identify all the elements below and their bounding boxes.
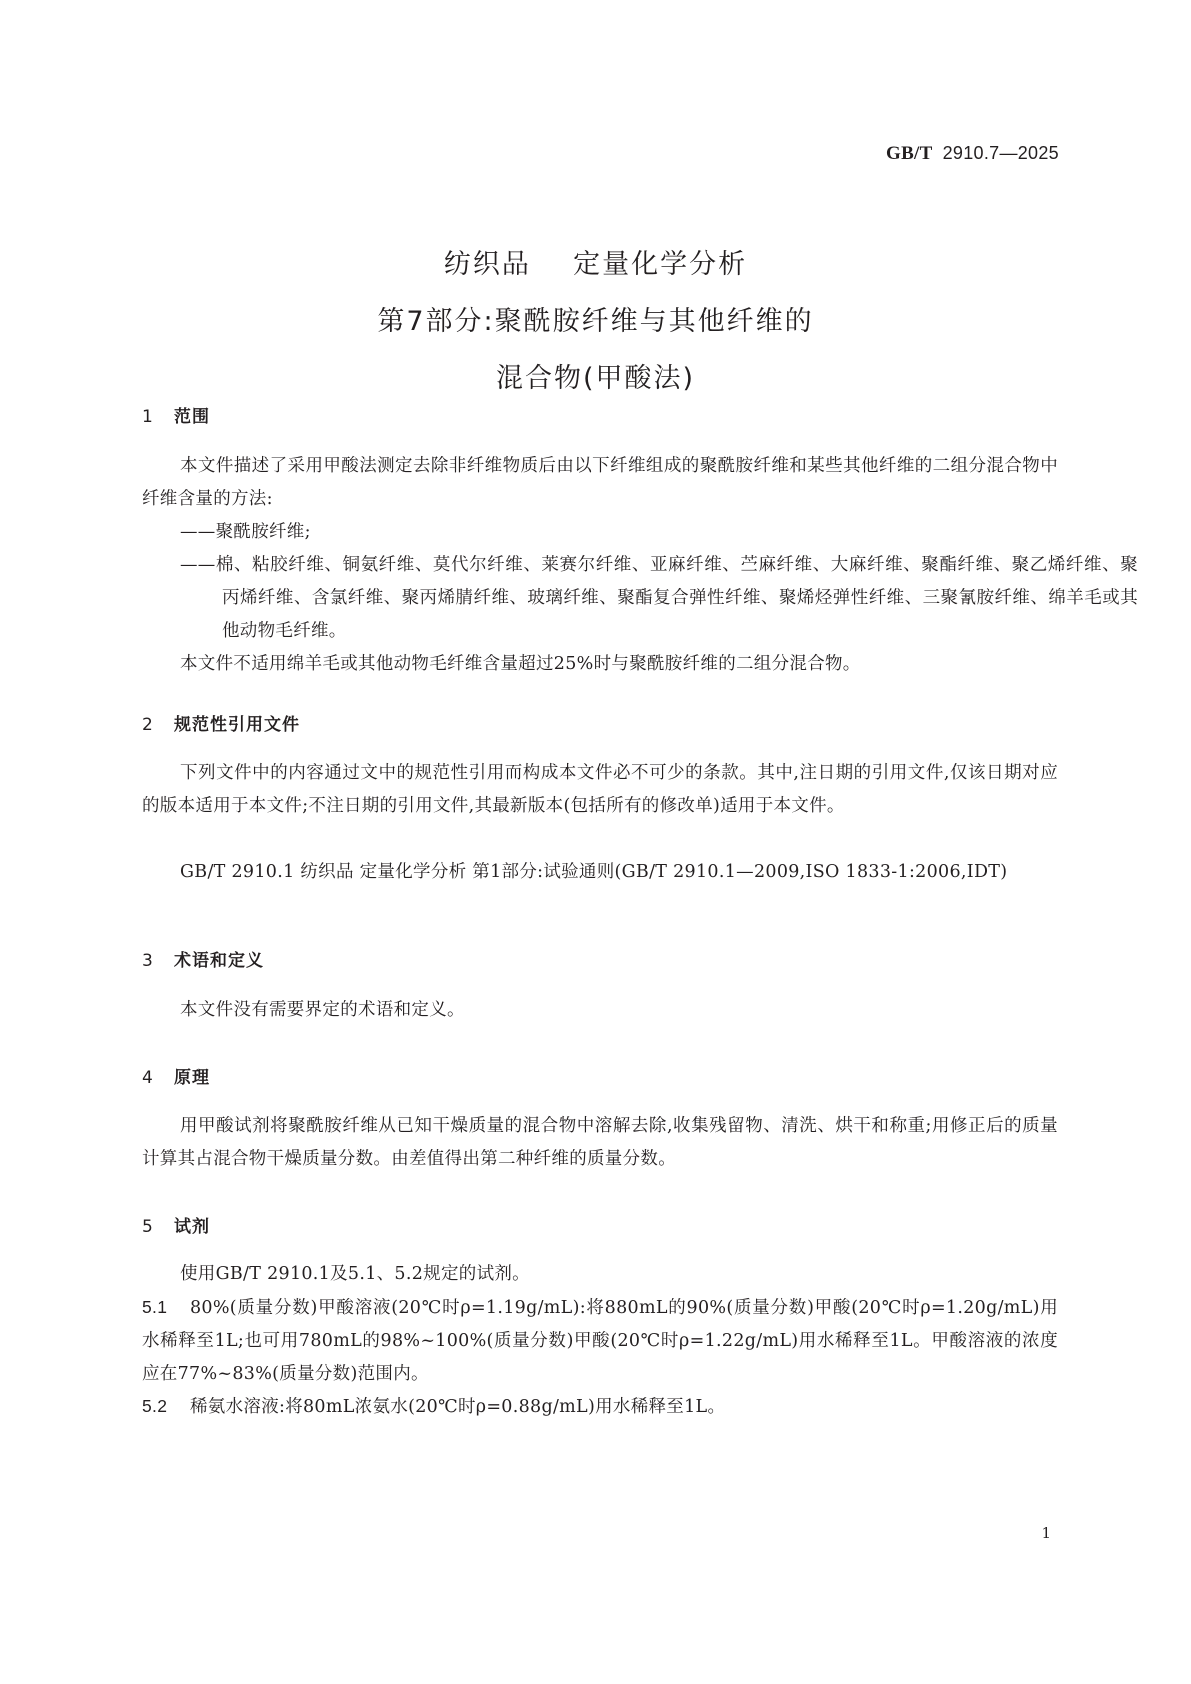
clause-5-2 — [142, 1390, 1058, 1424]
clause-text: 稀氨水溶液:将80mL浓氨水(20℃时ρ=0.88g/mL)用水稀释至1L。 — [190, 1397, 726, 1417]
standard-prefix: GB/T — [885, 143, 933, 164]
standard-code: 2910.7—2025 — [942, 143, 1059, 163]
clause-number: 5.1 — [142, 1297, 168, 1317]
section-number: 3 — [142, 951, 154, 971]
title-line-1: 纺织品 定量化学分析 — [443, 249, 748, 280]
document-title — [0, 236, 1191, 407]
page-number: 1 — [1041, 1524, 1051, 1542]
reference-entry: GB/T 2910.1 纺织品 定量化学分析 第1部分:试验通则(GB/T 2910.1—2009,ISO 1833-1:2006,IDT) — [180, 862, 1008, 882]
section-title: 原理 — [174, 1068, 210, 1088]
clause-5-1 — [142, 1291, 1058, 1391]
section-title: 术语和定义 — [174, 951, 264, 971]
scope-list-item: ——棉、粘胶纤维、铜氨纤维、莫代尔纤维、莱赛尔纤维、亚麻纤维、苎麻纤维、大麻纤维、聚酯纤维、聚乙烯纤维、聚丙烯纤维、含氯纤维、聚丙烯腈纤维、玻璃纤维、聚酯复合弹性纤维、聚烯烃弹性纤维、三聚氰胺纤维、绵羊毛或其他动物毛纤维。 — [180, 555, 1138, 641]
section-1-heading — [142, 402, 210, 427]
section-5-heading — [142, 1212, 210, 1237]
section-title: 规范性引用文件 — [174, 715, 300, 735]
section-number: 1 — [142, 407, 154, 427]
section-4-heading — [142, 1063, 210, 1088]
section-title: 范围 — [174, 407, 210, 427]
section-2-heading — [142, 710, 300, 735]
section-number: 5 — [142, 1217, 154, 1237]
scope-exclusion: 本文件不适用绵羊毛或其他动物毛纤维含量超过25%时与聚酰胺纤维的二组分混合物。 — [180, 654, 861, 674]
scope-list-item: ——聚酰胺纤维; — [180, 522, 311, 542]
terms-paragraph: 本文件没有需要界定的术语和定义。 — [180, 1000, 465, 1020]
section-title: 试剂 — [174, 1217, 210, 1237]
scope-paragraph: 本文件描述了采用甲酸法测定去除非纤维物质后由以下纤维组成的聚酰胺纤维和某些其他纤维的二组分混合物中纤维含量的方法: — [142, 456, 1058, 509]
standard-number — [886, 143, 1059, 165]
principle-paragraph: 用甲酸试剂将聚酰胺纤维从已知干燥质量的混合物中溶解去除,收集残留物、清洗、烘干和称重;用修正后的质量计算其占混合物干燥质量分数。由差值得出第二种纤维的质量分数。 — [142, 1116, 1058, 1169]
section-number: 4 — [142, 1068, 154, 1088]
title-line-2: 第7部分:聚酰胺纤维与其他纤维的 — [377, 306, 814, 337]
section-number: 2 — [142, 715, 154, 735]
section-3-heading — [142, 946, 264, 971]
reagents-paragraph: 使用GB/T 2910.1及5.1、5.2规定的试剂。 — [180, 1264, 530, 1284]
clause-text: 80%(质量分数)甲酸溶液(20℃时ρ=1.19g/mL):将880mL的90%(质量分数)甲酸(20℃时ρ=1.20g/mL)用水稀释至1L;也可用780mL的98%~100%(质量分数)甲酸(20℃时ρ=1.22g/mL)用水稀释至1L。甲酸溶液的浓度应在77%~83%(质量分数)范围内。 — [142, 1298, 1058, 1384]
clause-number: 5.2 — [142, 1396, 168, 1416]
references-paragraph: 下列文件中的内容通过文中的规范性引用而构成本文件必不可少的条款。其中,注日期的引用文件,仅该日期对应的版本适用于本文件;不注日期的引用文件,其最新版本(包括所有的修改单)适用于本文件。 — [142, 763, 1058, 816]
title-line-3: 混合物(甲酸法) — [495, 363, 696, 394]
